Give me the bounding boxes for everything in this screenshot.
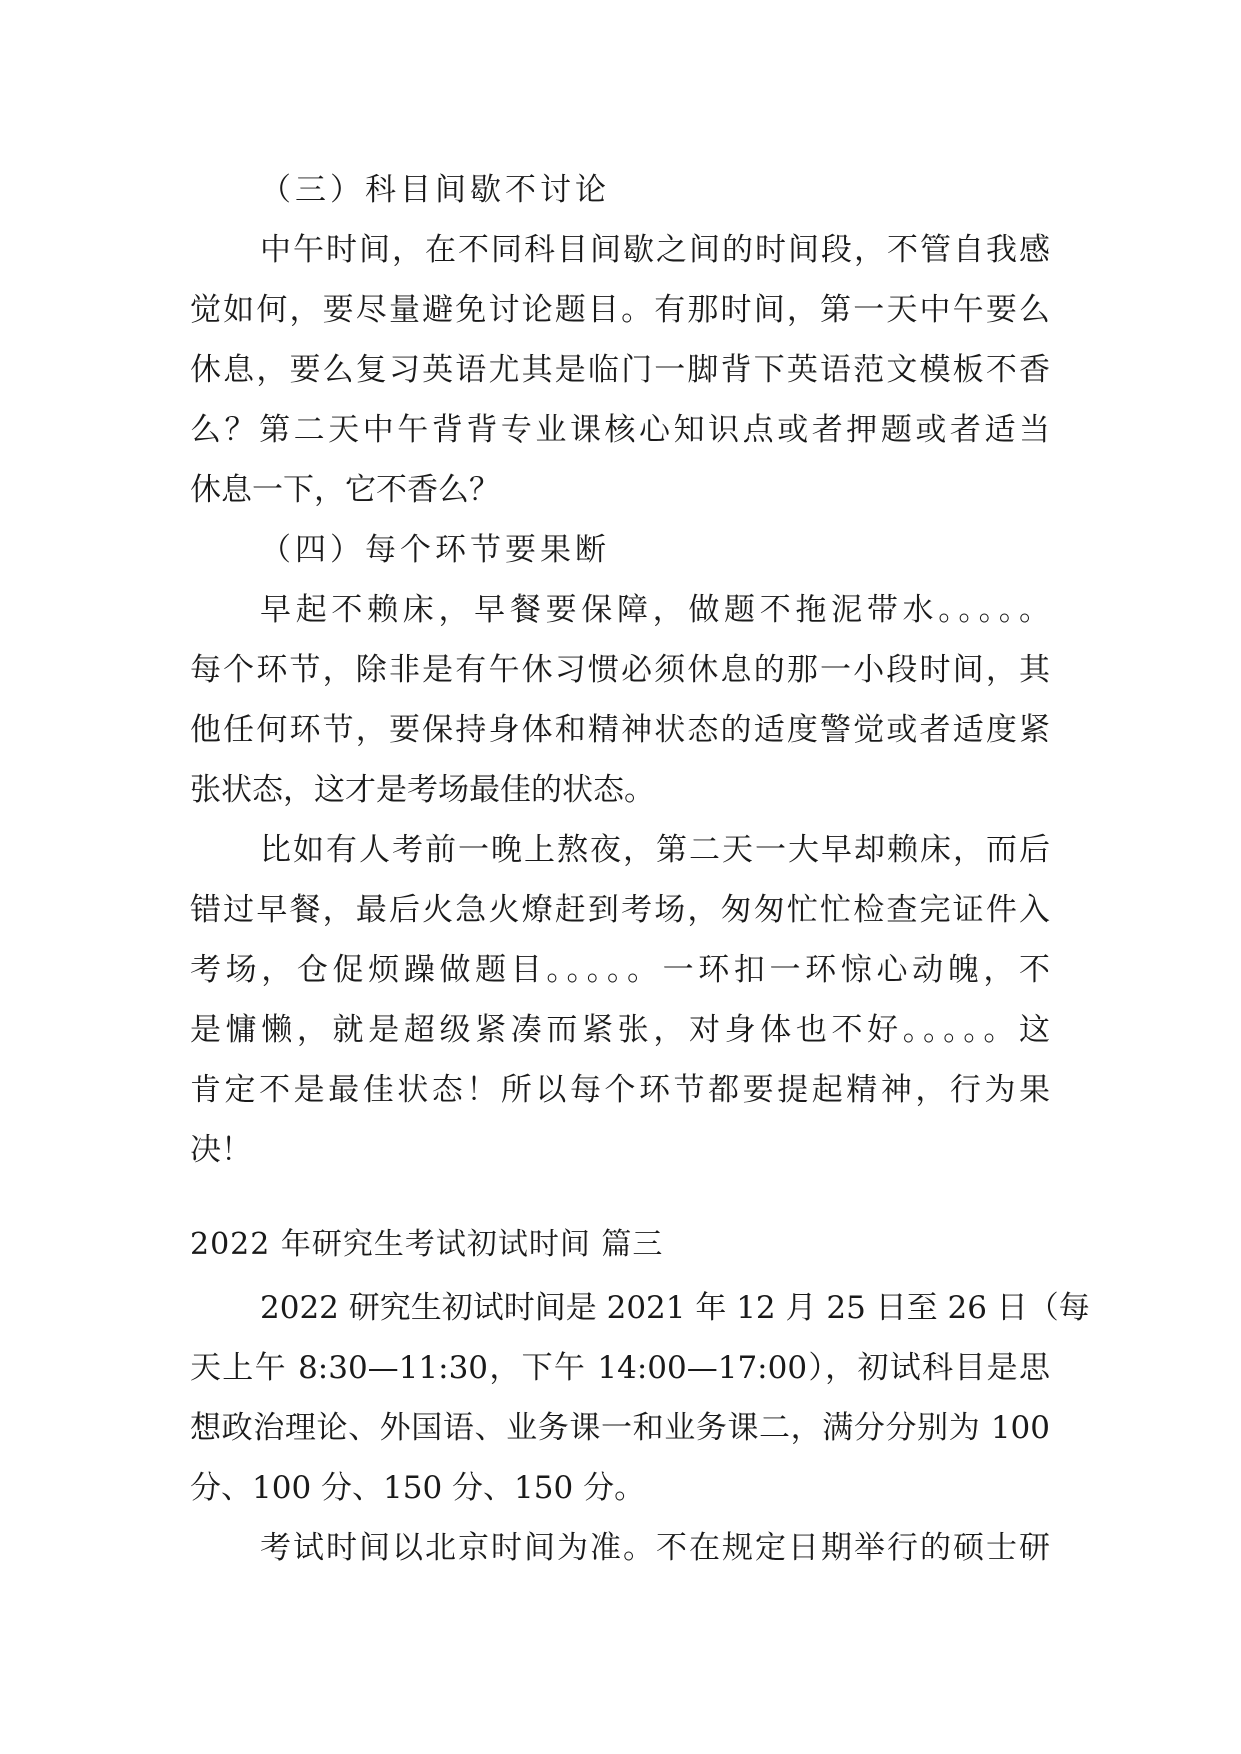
paragraph-line: 么？第二天中午背背专业课核心知识点或者押题或者适当 xyxy=(190,412,1050,448)
paragraph-line: 早起不赖床，早餐要保障，做题不拖泥带水。。。。。 xyxy=(260,592,1050,628)
paragraph-line: 张状态，这才是考场最佳的状态。 xyxy=(190,772,655,808)
paragraph-line: 休息，要么复习英语尤其是临门一脚背下英语范文模板不香 xyxy=(190,352,1050,388)
heading-four: （四）每个环节要果断 xyxy=(260,532,610,568)
paragraph-line: 决！ xyxy=(190,1132,252,1168)
paragraph-line: 是慵懒，就是超级紧凑而紧张，对身体也不好。。。。。这 xyxy=(190,1012,1050,1048)
paragraph-line: 每个环节，除非是有午休习惯必须休息的那一小段时间，其 xyxy=(190,652,1050,688)
paragraph-line: 2022 研究生初试时间是 2021 年 12 月 25 日至 26 日（每 xyxy=(260,1290,1090,1326)
section-title: 2022 年研究生考试初试时间 篇三 xyxy=(190,1227,664,1262)
heading-three: （三）科目间歇不讨论 xyxy=(260,172,610,208)
paragraph-line: 中午时间，在不同科目间歇之间的时间段，不管自我感 xyxy=(260,232,1050,268)
paragraph-line: 分、100 分、150 分、150 分。 xyxy=(190,1470,646,1506)
paragraph-line: 觉如何，要尽量避免讨论题目。有那时间，第一天中午要么 xyxy=(190,292,1050,328)
paragraph-line: 肯定不是最佳状态！所以每个环节都要提起精神，行为果 xyxy=(190,1072,1050,1108)
paragraph-line: 考试时间以北京时间为准。不在规定日期举行的硕士研 xyxy=(260,1530,1050,1566)
paragraph-line: 想政治理论、外国语、业务课一和业务课二，满分分别为 100 xyxy=(190,1410,1050,1446)
paragraph-line: 休息一下，它不香么？ xyxy=(190,472,500,508)
paragraph-line: 天上午 8:30—11:30，下午 14:00—17:00），初试科目是思 xyxy=(190,1350,1050,1386)
paragraph-line: 比如有人考前一晚上熬夜，第二天一大早却赖床，而后 xyxy=(260,832,1050,868)
paragraph-line: 他任何环节，要保持身体和精神状态的适度警觉或者适度紧 xyxy=(190,712,1050,748)
paragraph-line: 错过早餐，最后火急火燎赶到考场，匆匆忙忙检查完证件入 xyxy=(190,892,1050,928)
paragraph-line: 考场，仓促烦躁做题目。。。。。一环扣一环惊心动魄，不 xyxy=(190,952,1050,988)
